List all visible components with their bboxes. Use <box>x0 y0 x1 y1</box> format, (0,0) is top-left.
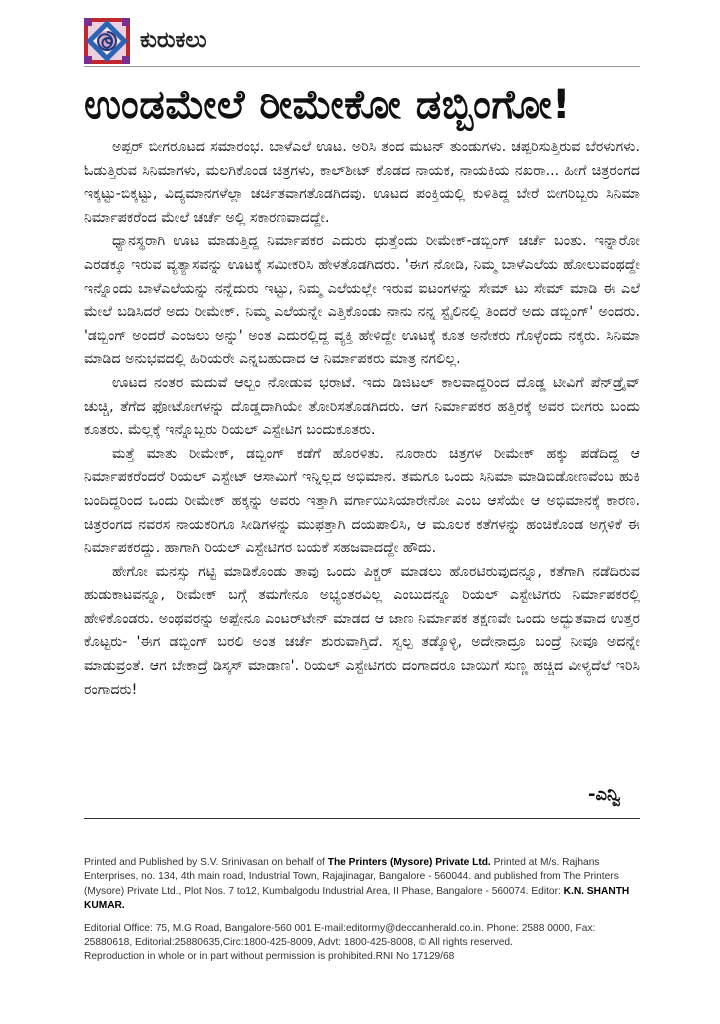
article-paragraph: ಮತ್ತೆ ಮಾತು ರೀಮೇಕ್, ಡಬ್ಬಿಂಗ್ ಕಡೆಗೆ ಹೊರಳಿತು. ನೂರಾರು ಚಿತ್ರಗಳ ರೀಮೇಕ್ ಹಕ್ಕು ಪಡೆದಿದ್ದ ಆ ನಿರ್ಮಾಪಕರೆಂದರೆ ರಿಯಲ್ ಎಸ್ಟೇಟ್ ಆಸಾಮಿಗೆ ಇನ್ನಿಲ್ಲದ ಅಭಿಮಾನ. ತಮಗೂ ಒಂದು ಸಿನಿಮಾ ಮಾಡಿಬಿಡೋಣವೆಂಬ ಹುಕಿ ಬಂದಿದ್ದರಿಂದ ಒಂದು ರೀಮೇಕ್ ಹಕ್ಕನ್ನು ಅವರು ಇತ್ತಾಗಿ ವರ್ಗಾಯಿಸಿಯಾರೇನೋ ಎಂಬ ಆಸೆಯೇ ಆ ಅಭಿಮಾನಕ್ಕೆ ಕಾರಣ. ಚಿತ್ರರಂಗದ ನವರಸ ನಾಯಕರಿಗೂ ಸೀಡಿಗಳನ್ನು ಮುಫತ್ತಾಗಿ ದಯಪಾಲಿಸಿ, ಆ ಮೂಲಕ ಕತೆಗಳನ್ನು ಹಂಚಿಕೊಂಡ ಅಗ್ಗಳಿಕೆ ಈ ನಿರ್ಮಾಪಕರದ್ದು. ಹಾಗಾಗಿ ರಿಯಲ್ ಎಸ್ಟೇಟಿಗರ ಬಯಕೆ ಸಹಜವಾದದ್ದೇ ಹೌದು. <box>84 445 640 557</box>
header-divider <box>84 66 640 67</box>
rights-line: Reproduction in whole or in part without permission is prohibited.RNI No 17129/68 <box>84 951 455 963</box>
footer-divider <box>84 818 640 819</box>
section-label: ಕುರುಕಲು <box>140 28 207 53</box>
imprint-footer <box>84 856 640 973</box>
article-paragraph: ಅಪ್ಪರ್ ಬೀಗರೂಟದ ಸಮಾರಂಭ. ಬಾಳೆಎಲೆ ಊಟ. ಅರಿಸಿ ತಂದ ಮಟನ್ ತುಂಡುಗಳು. ಚಪ್ಪರಿಸುತ್ತಿರುವ ಬೆರಳುಗಳು. ಓಡುತ್ತಿರುವ ಸಿನಿಮಾಗಳು, ಮಲಗಿಕೊಂಡ ಚಿತ್ರಗಳು, ಕಾಲ್‌ಶೀಟ್ ಕೊಡದ ನಾಯಕ, ನಾಯಕಿಯ ನಖರಾ... ಹೀಗೆ ಚಿತ್ರರಂಗದ ಇಕ್ಕಟ್ಟು-ಬಿಕ್ಕಟ್ಟು, ವಿದ್ಯಮಾನಗಳೆಲ್ಲಾ ಚರ್ಚಿತವಾಗತೊಡಗಿದವು. ಊಟದ ಪಂಕ್ತಿಯಲ್ಲಿ ಕುಳಿತಿದ್ದ ಬೇರೆ ಬೀಗರಿಬ್ಬರು ಸಿನಿಮಾ ನಿರ್ಮಾಪಕರೆಂದ ಮೇಲೆ ಚರ್ಚೆ ಅಲ್ಲಿ ಸಕಾರಣವಾದದ್ದೇ. <box>84 139 640 226</box>
office-line: Editorial Office: 75, M.G Road, Bangalore-560 001 E-mail:editormy@deccanherald.co.in. Phone: 2588 0000, Fax: 25880618, Editorial:25880635,Circ:1800-425-8009, Advt: 1800-425-8008, © All rights reserved. <box>84 922 596 949</box>
article-paragraph: ಊಟದ ನಂತರ ಮದುವೆ ಆಲ್ಬಂ ನೋಡುವ ಭರಾಟೆ. ಇದು ಡಿಜಿಟಲ್ ಕಾಲವಾದ್ದರಿಂದ ದೊಡ್ಡ ಟೀವಿಗೆ ಪೆನ್‌ಡ್ರೈವ್ ಚುಚ್ಚಿ, ತೆಗೆದ ಫೋಟೋಗಳನ್ನು ದೊಡ್ಡದಾಗಿಯೇ ತೋರಿಸತೊಡಗಿದರು. ಆಗ ನಿರ್ಮಾಪಕರ ಹತ್ತಿರಕ್ಕೆ ಅವರ ಬೀಗರು ಬಂದು ಕೂತರು. ಮೆಲ್ಲಕ್ಕೆ ಇನ್ನೊಬ್ಬರು ರಿಯಲ್ ಎಸ್ಟೇಟಿಗ ಬಂದುಕೂತರು. <box>84 374 640 439</box>
author-byline: -ಎನ್ವಿ <box>588 784 621 805</box>
print-line <box>84 856 640 914</box>
print-editor: K.N. SHANTH KUMAR. <box>84 885 630 912</box>
article-paragraph: ಹೇಗೋ ಮನಸ್ಸು ಗಟ್ಟಿ ಮಾಡಿಕೊಂಡು ತಾವು ಒಂದು ಪಿಕ್ಚರ್ ಮಾಡಲು ಹೊರಟಿರುವುದನ್ನೂ, ಕತೆಗಾಗಿ ನಡೆದಿರುವ ಹುಡುಕಾಟವನ್ನೂ, ರೀಮೇಕ್ ಬಗ್ಗೆ ತಮಗೇನೂ ಅಭ್ಯಂತರವಿಲ್ಲ ಎಂಬುದನ್ನೂ ರಿಯಲ್ ಎಸ್ಟೇಟಿಗರು ನಿರ್ಮಾಪಕರಲ್ಲಿ ಹೇಳಿಕೊಂಡರು. ಅಂಥವರನ್ನು ಅಪ್ಪೇನೂ ಎಂಟರ್‌ಟೇನ್ ಮಾಡದ ಆ ಜಾಣ ನಿರ್ಮಾಪಕ ತಕ್ಷಣವೇ ಒಂದು ಅದ್ಭುತವಾದ ಉತ್ತರ ಕೊಟ್ಟರು- 'ಈಗ ಡಬ್ಬಿಂಗ್ ಬರಲಿ ಅಂತ ಚರ್ಚೆ ಶುರುವಾಗ್ತಿದೆ. ಸ್ವಲ್ಪ ತಡ್ಕೊಳ್ಳಿ, ಅದೇನಾದ್ರೂ ಬಂದ್ರೆ ನೀವೂ ಅದನ್ನೇ ಮಾಡುವ್ರಂತೆ. ಆಗ ಬೇಕಾದ್ರೆ ಡಿಸ್ಕಸ್ ಮಾಡಾಣ'. ರಿಯಲ್ ಎಸ್ಟೇಟಿಗರು ದಂಗಾದರೂ ಬಾಯಿಗೆ ಸುಣ್ಣ ಹಚ್ಚಿದ ವೀಳ್ಯದೆಲೆ ಇರಿಸಿ ರಂಗಾದರು! <box>84 563 640 698</box>
article-paragraph: ಧ್ಯಾನಸ್ಥರಾಗಿ ಊಟ ಮಾಡುತ್ತಿದ್ದ ನಿರ್ಮಾಪಕರ ಎದುರು ಧುತ್ತೆಂದು ರೀಮೇಕ್-ಡಬ್ಬಿಂಗ್ ಚರ್ಚೆ ಬಂತು. ಇನ್ನಾರೋ ಎರಡಕ್ಕೂ ಇರುವ ವ್ಯತ್ಯಾಸವನ್ನು ಊಟಕ್ಕೆ ಸಮೀಕರಿಸಿ ಹೇಳತೊಡಗಿದರು. 'ಈಗ ನೋಡಿ, ನಿಮ್ಮ ಬಾಳೆಎಲೆಯ ಹೋಲುವಂಥದ್ದೇ ಇನ್ನೊಂದು ಬಾಳೆಎಲೆಯನ್ನು ನನ್ನೆದುರು ಇಟ್ಟು, ನಿಮ್ಮ ಎಲೆಯಲ್ಲೇ ಇರುವ ಐಟಂಗಳನ್ನು ಸೇಮ್ ಟು ಸೇಮ್ ಮಾಡಿ ಈ ಎಲೆ ಮೇಲೆ ಬಡಿಸಿದರೆ ಅದು ರೀಮೇಕ್. ನಿಮ್ಮ ಎಲೆಯನ್ನೇ ಎತ್ತಿಕೊಂಡು ನಾನು ನನ್ನ ಸ್ಟೈಲಿನಲ್ಲಿ ತಿಂದರೆ ಅದು ಡಬ್ಬಿಂಗ್' ಅಂದರು. 'ಡಬ್ಬಿಂಗ್ ಅಂದರೆ ಎಂಜಲು ಅನ್ನು' ಅಂತ ಎದುರಲ್ಲಿದ್ದ ವ್ಯಕ್ತಿ ಹೇಳಿದ್ದೇ ಊಟಕ್ಕೆ ಕೂತ ಅನೇಕರು ಗೊಳ್ಳೆಂದು ನಕ್ಕರು. ಸಿನಿಮಾ ಮಾಡಿದ ಅನುಭವದಲ್ಲಿ ಹಿರಿಯರೇ ಎನ್ನಬಹುದಾದ ಆ ನಿರ್ಮಾಪಕರು ಮಾತ್ರ ನಗಲಿಲ್ಲ. <box>84 233 640 368</box>
article-body <box>84 136 640 702</box>
print-mid: Printed at M/s. Rajhans Enterprises, no. 134, 4th main road, Industrial Town, Rajajinagar, Bangalore - 560044. and published from The Printers (Mysore) Private Ltd., Plot Nos. 7 to12, Kumbalgodu Industrial Area, II Phase, Bangalore - 560074. Editor: <box>84 857 619 897</box>
page-header <box>84 18 640 66</box>
article-headline: ಉಂಡಮೇಲೆ ರೀಮೇಕೋ ಡಬ್ಬಿಂಗೋ! <box>84 82 571 128</box>
spiral-tile-logo-icon <box>84 18 130 64</box>
print-pre: Printed and Published by S.V. Srinivasan on behalf of <box>84 857 328 868</box>
print-company: The Printers (Mysore) Private Ltd. <box>327 857 491 868</box>
